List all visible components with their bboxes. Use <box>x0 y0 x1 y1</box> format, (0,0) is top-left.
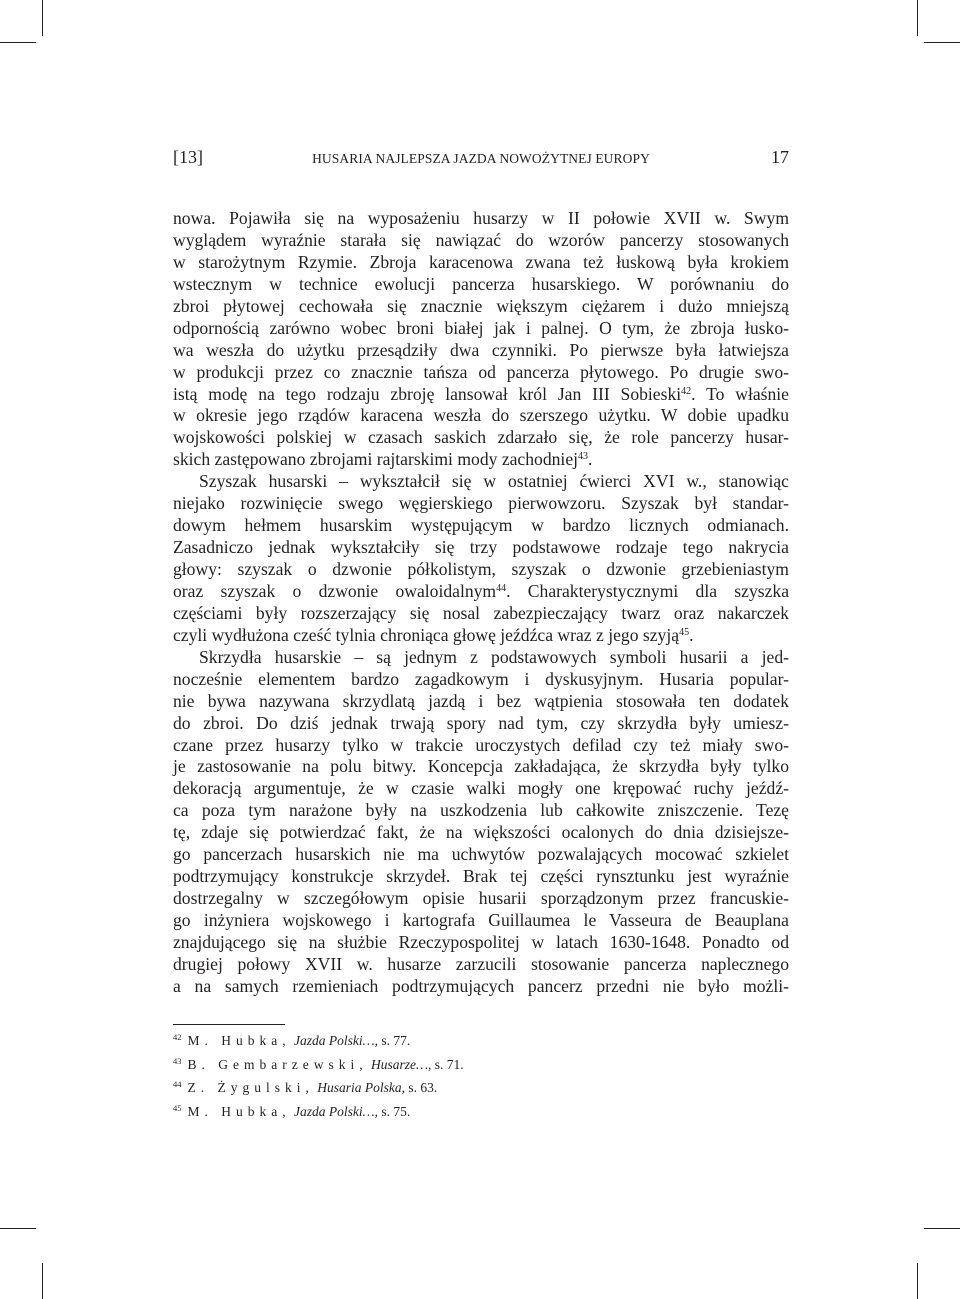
footnote <box>173 1029 789 1053</box>
chapter-number: [13] <box>173 147 203 167</box>
text-line: wa weszła do użytku przesądziły dwa czynniki. Po pierwsze była łatwiejsza <box>173 339 789 360</box>
footnote-ref-page: s. 77. <box>381 1033 411 1048</box>
footnote-ref[interactable]: 44 <box>496 582 507 594</box>
page-number: 17 <box>771 147 789 167</box>
footnotes <box>173 1029 789 1123</box>
text-line: częściami były rozszerzający się nosal zabezpieczający twarz oraz nakarczek <box>173 602 789 623</box>
footnote-number: 42 <box>173 1032 182 1042</box>
text-line: dostrzegalny w szczegółowym opisie husarii sporządzonym przez francuskie- <box>173 888 789 909</box>
text-line: wstecznym w technice ewolucji pancerza husarskiego. W porównaniu do <box>173 273 789 294</box>
footnote-ref[interactable]: 42 <box>681 385 692 397</box>
text-line: odpornością zarówno wobec broni białej jak i palnej. O tym, że zbroja łusko- <box>173 317 789 338</box>
text-line: wyglądem wyraźnie starała się nawiązać do wzorów pancerzy stosowanych <box>173 229 789 250</box>
text-line <box>173 581 789 603</box>
text-line: drugiej połowy XVII w. husarze zarzucili stosowanie pancerza naplecznego <box>173 953 789 974</box>
text-segment: . To właśnie <box>691 383 789 404</box>
text-line <box>173 625 789 647</box>
text-segment: czyli wydłużona cześć tylnia chroniąca głowę jeźdźca wraz z jego szyją <box>173 624 680 645</box>
footnote-ref[interactable]: 45 <box>679 626 690 638</box>
text-line: tę, zdaje się potwierdzać fakt, że na większości ocalonych do dnia dzisiejsze- <box>173 822 789 843</box>
footnote-number: 44 <box>173 1079 182 1089</box>
running-title: HUSARIA NAJLEPSZA JAZDA NOWOŻYTNEJ EUROPY <box>312 151 650 166</box>
text-line: Zasadniczo jednak wykształciły się trzy podstawowe rodzaje tego nakrycia <box>173 537 789 558</box>
footnote <box>173 1100 789 1124</box>
footnote-title: Jazda Polski…, <box>294 1103 378 1119</box>
text-line: ca poza tym narażone były na uszkodzenia lub całkowite zniszczenie. Tezę <box>173 800 789 821</box>
text-line: go inżyniera wojskowego i kartografa Guillaumea le Vasseura de Beauplana <box>173 910 789 930</box>
text-line: nocześnie elementem bardzo zagadkowym i dyskusyjnym. Husaria popular- <box>173 668 789 689</box>
text-line: Skrzydła husarskie – są jednym z podstawowych symboli husarii a jed- <box>199 646 789 667</box>
text-line: w starożytnym Rzymie. Zbroja karacenowa zwana też łuskową była krokiem <box>173 251 789 272</box>
text-line: a na samych rzemieniach podtrzymujących pancerz przedni nie było możli- <box>173 975 789 996</box>
footnote-title: Husarze…, <box>370 1056 432 1072</box>
footnote-title: Husaria Polska <box>317 1080 402 1095</box>
footnote-author: M. Hubka, <box>187 1103 291 1119</box>
text-line <box>173 384 789 406</box>
text-segment: skich zastępowano zbrojami rajtarskimi mody zachodniej <box>173 449 579 470</box>
text-segment: oraz szyszak o dzwonie owaloidalnym <box>173 580 497 601</box>
footnote-author: M. Hubka, <box>187 1033 291 1048</box>
text-line <box>173 449 789 471</box>
text-line: wojskowości polskiej w czasach saskich zdarzało się, że role pancerzy husar- <box>173 427 789 448</box>
crop-mark <box>0 42 36 43</box>
text-line: go pancerzach husarskich nie ma uchwytów pozwalających mocować szkielet <box>173 844 789 865</box>
running-header <box>173 147 789 175</box>
footnote-separator <box>173 1024 285 1025</box>
text-line: nie bywa nazywana skrzydlatą jazdą i bez wątpienia stosowała ten dodatek <box>173 690 789 711</box>
footnote-ref-page: , s. 63. <box>401 1080 438 1095</box>
crop-mark <box>42 0 43 36</box>
footnote <box>173 1076 789 1100</box>
footnote-ref-page: s. 75. <box>381 1103 411 1119</box>
text-segment: . Charakterystycznymi dla szyszka <box>506 580 790 601</box>
footnote-author: Z. Żygulski, <box>187 1080 314 1095</box>
text-line: znajdującego się na służbie Rzeczypospolitej w latach 1630-1648. Ponadto od <box>173 931 789 952</box>
text-line: głowy: szyszak o dzwonie półkolistym, szyszak o dzwonie grzebieniastym <box>173 559 789 579</box>
text-line: dekoracją argumentuje, że w czasie walki mogły one krępować ruchy jeźdź- <box>173 778 789 799</box>
text-line: Szyszak husarski – wykształcił się w ostatniej ćwierci XVI w., stanowiąc <box>199 471 789 492</box>
footnote-ref[interactable]: 43 <box>578 451 589 463</box>
body-text <box>173 208 789 998</box>
crop-mark <box>917 0 918 36</box>
text-segment: . <box>588 449 593 470</box>
crop-mark <box>924 42 960 43</box>
text-line: czane przez husarzy tylko w trakcie uroczystych defilad czy też miały swo- <box>173 734 789 755</box>
text-line: nowa. Pojawiła się na wyposażeniu husarzy w II połowie XVII w. Swym <box>173 208 789 228</box>
crop-mark <box>0 1228 36 1229</box>
crop-mark <box>42 1263 43 1299</box>
text-segment: istą modę na tego rodzaju zbroję lansował król Jan III Sobieski <box>173 383 682 404</box>
text-line: podtrzymujący konstrukcje skrzydeł. Brak tej części rynsztunku jest wyraźnie <box>173 866 789 887</box>
text-line: w produkcji przez co znacznie tańsza od pancerza płytowego. Po drugie swo- <box>173 361 789 382</box>
text-line: w okresie jego rządów karacena weszła do szerszego użytku. W dobie upadku <box>173 405 789 426</box>
text-segment: . <box>689 624 694 645</box>
crop-mark <box>924 1228 960 1229</box>
crop-mark <box>917 1263 918 1299</box>
footnote <box>173 1053 789 1077</box>
footnote-number: 45 <box>173 1102 182 1113</box>
text-line: do zbroi. Do dziś jednak trwają spory nad tym, czy skrzydła były umiesz- <box>173 712 789 733</box>
footnote-number: 43 <box>173 1055 182 1066</box>
text-line: je zastosowanie na polu bitwy. Koncepcja zakładająca, że skrzydła były tylko <box>173 756 789 777</box>
text-line: dowym hełmem husarskim występującym w bardzo licznych odmianach. <box>173 515 789 536</box>
footnote-author: B. Gembarzewski, <box>187 1056 368 1072</box>
footnote-ref-page: s. 71. <box>434 1056 464 1072</box>
text-line: zbroi płytowej cechowała się znacznie większym ciężarem i dużo mniejszą <box>173 295 789 316</box>
footnote-title: Jazda Polski…, <box>294 1033 378 1048</box>
text-line: niejako rozwinięcie swego węgierskiego pierwowzoru. Szyszak był standar- <box>173 493 789 514</box>
